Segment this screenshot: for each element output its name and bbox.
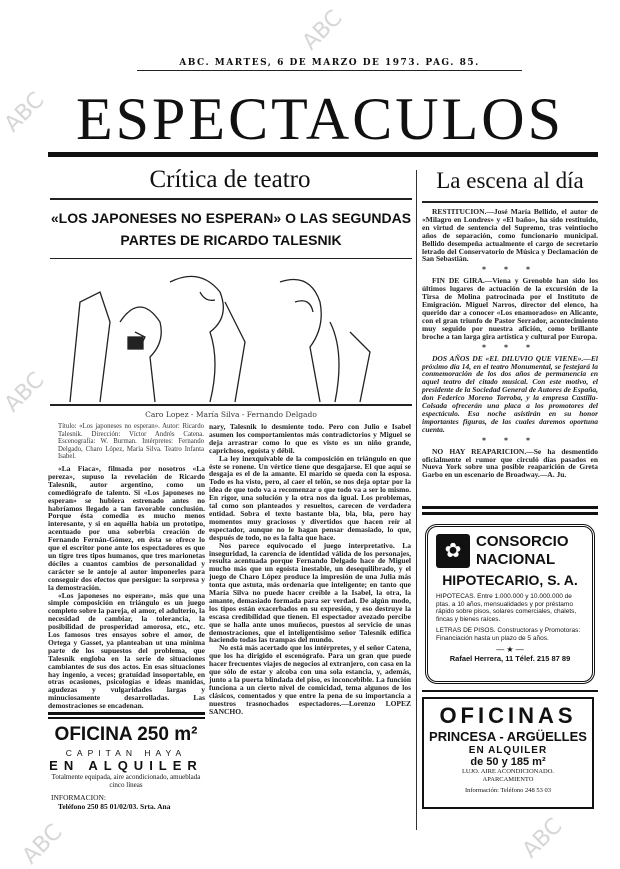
ad-name-3: HIPOTECARIO, S. A. (442, 572, 578, 588)
paragraph: «Los japoneses no esperan», más que una simple composición en triángulo es un juego completo sobre la pareja, el amor, el adulterio, la necesidad de cambiar, la tolerancia, la posibilidad de prosperidad amorosa, etc., etc. Los famosos tres ensayos sobre el amor, de Ortega y Gasset, ya planteaban ut una mínima parte de los supuestos del problema, que Talesnik engloba en la serie de situaciones cambiantes de sus dos actos. En esas situaciones hay ingenio, a veces; gratuidad insoportable, en otras ocasiones, psicologías e ideas manidas, agudezas y vulgaridades largas y minuciosamente desarrolladas. Las demostraciones se encadenan. (48, 590, 205, 711)
watermark: ABC (297, 5, 348, 56)
consorcio-logo-icon: ✿ (436, 534, 470, 568)
illustration (50, 262, 412, 406)
column-divider (416, 170, 417, 830)
ad-info-label: INFORMACION: (51, 793, 107, 802)
ad-rent: EN ALQUILER (49, 758, 203, 773)
news-item: NO HAY REAPARICION.—Se ha desmentido oficialmente el rumor que circuló días pasados en Nueva York sobre una posible reaparición de Greta Garbo en un escenario de Broadway.—A. Ju. (422, 446, 598, 480)
ad-rent: EN ALQUILER (468, 745, 548, 756)
separator: * * * (482, 435, 538, 445)
rule (422, 201, 598, 203)
watermark: ABC (517, 813, 568, 864)
ad-name-2: NACIONAL (476, 551, 556, 568)
headline-line-2: PARTES DE RICARDO TALESNIK (120, 232, 342, 248)
news-item: RESTITUCION.—José María Bellido, el autor de «Milagro en Londres» y «El baño», ha sido restituido, en virtud de sentencia del Supremo, tras veintiocho años de separación, como funcionario municipal. Bellido desempeña actualmente el cargo de secretario letrado del Conservatorio de Música y Declamación de San Sebastián. (422, 207, 598, 264)
review-credits: Título: «Los japoneses no esperan». Autor: Ricardo Talesnik. Dirección: Víctor Andrés Catena. Escenografía: W. Burman. Intérpretes: Fernando Delgado, Charo López, María Silva. Teatro Infanta Isabel. (58, 423, 204, 461)
ad-contact: Rafael Herrera, 11 Télef. 215 87 89 (449, 653, 571, 663)
ad-consorcio (425, 524, 595, 684)
illustration-caption: Caro Lopez - María Silva - Fernando Delgado (145, 410, 317, 419)
dateline: ABC. MARTES, 6 DE MARZO DE 1973. PAG. 85. (137, 58, 522, 71)
rule (50, 258, 412, 259)
paragraph: «La Fiaca», filmada por nosotros «La pereza», supuso la revelación de Ricardo Talesnik, autor argentino, como un comediógrafo de talento. Si «Los japoneses no esperan» se hubiera estrenado antes no habríamos llegado a tan favorable conclusión. Porque ésta comedia es mucho menos interesante, y si en aquélla había un prototipo, acentuado por una soberbia creación de Fernando Fernán-Gómez, en ésta se ofrece lo que el escritor pone ante los espectadores es que un tigre tres tipos humanos, que tres marionetas dóciles a cuantos cambios de personalidad y carácter se le antoje al autor imponerles para conseguir dos efectos que persigue: la sorpresa y la demostración. (48, 464, 205, 592)
ad-info: Información: Teléfono 248 53 03 (464, 787, 552, 794)
ad-details: Totalmente equipada, aire acondicionado, amueblada cinco líneas (51, 773, 201, 789)
paragraph: No está más acertado que los intérpretes, y el señor Catena, que los ha dirigido el escenógrafo. Para un gran que puede hacer frecuentes viajes de negocios al extranjero, con casa en la que sólo de estar y alcoba con una sola estancia, y, además, junto a la puerta blindada del piso, es inconcebible. La función funciona a un cierto nivel de comicidad, tema algunos de los clásicos, comentados y que entre la pena de su importancia a nuestros trasnochados espectadores.—Lorenzo LOPEZ SANCHO. (209, 643, 411, 716)
ad-paragraph: LETRAS DE PISOS. Constructoras y Promotoras: Financiación hasta un plazo de 5 años. (436, 627, 581, 642)
ad-phone: Teléfono 250 85 01/02/03. Srta. Ana (58, 802, 171, 811)
rule (422, 506, 598, 515)
ad-features: LUJO. AIRE ACONDICIONADO. APARCAMIENTO (461, 768, 555, 783)
ad-street: CAPITAN HAYA (65, 748, 187, 758)
news-item: FIN DE GIRA.—Viena y Grenoble han sido los últimos lugares de actuación de la excursión de la Tirsa de Molina patrocinada por el Instituto de Emigración. Miguel Narros, director del elenco, ha querido dar a conocer «Los enamorados» en Alicante, con el gran triunfo de Pastor Serrador, acontecimiento muy seguido por nuestra afición, como brillante broche a tan larga gira artística y cultural por Europa. (422, 276, 599, 341)
watermark: ABC (17, 819, 68, 869)
rule (422, 690, 598, 692)
headline-line-1: «LOS JAPONESES NO ESPERAN» O LAS SEGUNDAS (50, 210, 412, 226)
ad-title: OFICINAS (439, 703, 577, 728)
paragraph: Nos parece equivocado el juego interpretativo. La inseguridad, la carencia de identidad válida de los personajes, resulta acentuada porque Fernando Delgado hace de Miguel mucho más que un egoísta inestable, un desequilibrado, y el juego de Charo López produce la impresión de una Julia más tonta que astuta, más ordenaria que inteligente; en tanto que María Silva no puede hacer creíble a la Isabel, la otra, la amante, demasiado formada para ser verdad. De algún modo, los tipos están exacerbados en su expresión, y eso destruye la escasa credibilidad que tienen. El espectador avezado percibe que se halla ante unos muñecos, puestos al servicio de unas demostraciones, que el inteligentísimo señor Talesnik edifica haciendo todas las trampas del mundo. (209, 540, 411, 645)
masthead: ESPECTACULOS (76, 86, 564, 152)
watermark: ABC (0, 87, 50, 138)
ad-sizes: de 50 y 185 m² (470, 756, 546, 768)
scene-column (422, 208, 598, 479)
ad-oficinas (422, 697, 594, 809)
separator: * * * (482, 265, 538, 275)
separator: * * * (482, 342, 538, 352)
ad-subtitle: PRINCESA - ARGÜELLES (429, 729, 587, 744)
review-headline (50, 207, 412, 251)
paragraph: La ley inexquivable de la composición en triángulo en que éste se ronene. Un vértice tiene que desgajarse. El que aquí se desgaja es el de la amante. El marido se queda con la esposa. Todo es ha visto, pero, al caer el telón, se nos deja optar por la idea de que todo va a recomenzar o que todo va a ser lo mismo. En rigor, una solución y la otra nos da igual. Los problemas, tal como son planteados y resueltos, carecen de verdadera entidad. Sobra el texto bastante bla, bla, bla, pero hay momentos muy graciosos y divertidos que hacen reír al espectador, aunque no le hagan pensar demasiado, lo que, después de todo, no es la falta que hace. (209, 453, 411, 542)
watermark: ABC (0, 367, 50, 418)
ad-name-1: CONSORCIO (476, 533, 569, 550)
ad-oficina-250 (46, 724, 206, 811)
review-section-title: Crítica de teatro (149, 166, 311, 193)
review-column-1 (48, 465, 205, 710)
paragraph: nary, Talesnik lo desmiente todo. Pero con Julio e Isabel asumen los comportamientos más contradictorios y Miguel se deja arrastrar como lo que es visto es un niño grande, caprichoso, egoísta y débil. (209, 422, 411, 455)
review-column-2 (209, 423, 411, 716)
ad-paragraph: HIPOTECAS. Entre 1.000.000 y 10.000.000 de ptas. a 10 años, mensualidades y por préstamo rápido sobre pisos, solares comerciales, chalets, fincas y bienes raíces. (436, 593, 577, 623)
ad-title: OFICINA 250 m² (54, 724, 198, 745)
masthead-rule (48, 152, 598, 157)
ad-divider: — ★ — (496, 644, 524, 654)
rule (50, 198, 412, 200)
scene-section-title: La escena al día (436, 168, 584, 193)
news-item: DOS AÑOS DE «EL DILUVIO QUE VIENE».—El próximo día 14, en el teatro Monumental, se festejará la conmemoración de los dos años de permanencia en aquel teatro del citado musical. Con este motivo, el presidente de la Sociedad General de Autores de España, don Federico Moreno Torroba, y la empresa Castilla-Colsada ofrecerán una placa a los promotores del espectáculo. Esa noche asistirán en su honor importantes figuras, de las cuales daremos oportuna cuenta. (422, 353, 598, 434)
rule (48, 712, 205, 719)
